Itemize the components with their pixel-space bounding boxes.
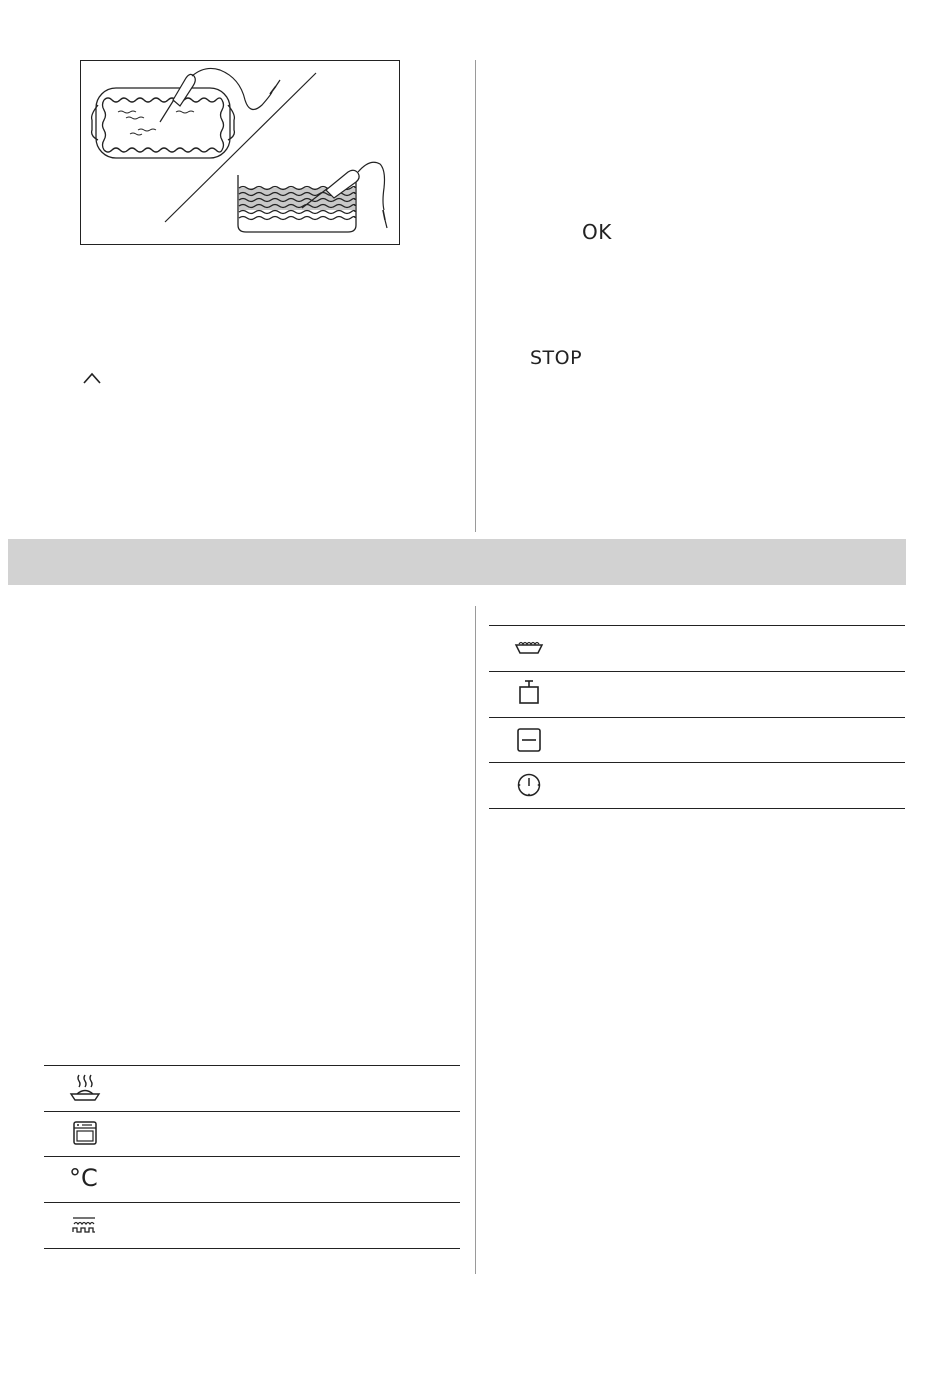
keep-warm-icon [68,1072,102,1104]
table-rule [44,1156,460,1157]
table-rule [44,1111,460,1112]
table-rule [489,717,905,718]
section-heading-band [8,539,906,585]
table-rule [489,625,905,626]
table-rule [489,671,905,672]
table-rule [44,1065,460,1066]
table-rule [489,808,905,809]
table-rule [44,1248,460,1249]
oven-icon [72,1120,98,1146]
chevron-up-icon [82,371,102,385]
stop-key-label: STOP [530,347,583,369]
table-rule [44,1202,460,1203]
celsius-icon: °C [69,1164,98,1192]
timer-icon [517,679,541,705]
probe-illustration [80,60,400,245]
column-divider-top [475,60,476,532]
clock-icon [516,772,542,798]
table-rule [489,762,905,763]
ok-key-label: OK [582,220,612,244]
column-divider-bottom [475,606,476,1274]
minus-icon [516,727,542,753]
pizza-tray-icon [513,637,545,657]
bottom-heat-icon [70,1214,98,1236]
